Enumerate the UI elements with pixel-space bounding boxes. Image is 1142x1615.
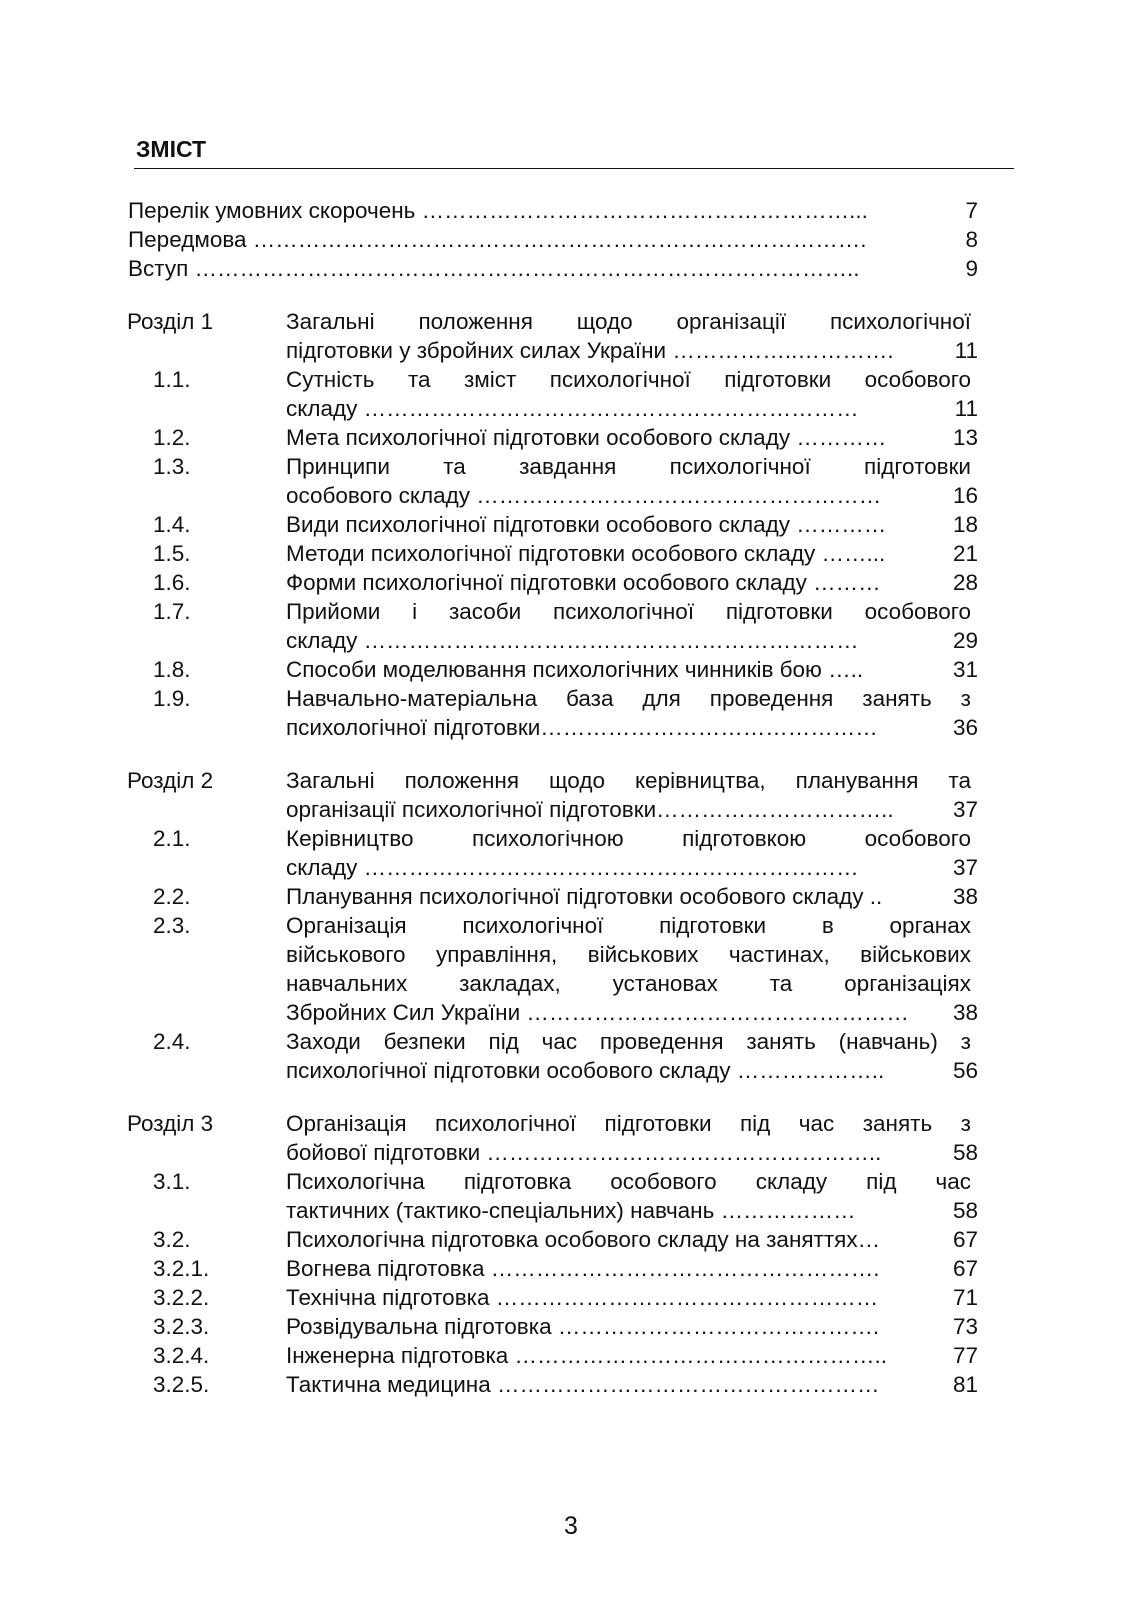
subsection-title-line: складу …………………………………………………………: [286, 855, 859, 880]
toc-page-number: 58: [952, 1198, 978, 1223]
subsection-number: 3.1.: [153, 1169, 191, 1194]
subsection-title-line: Способи моделювання психологічних чинників бою …..: [286, 657, 864, 682]
toc-page-number: 9: [965, 256, 978, 281]
subsection-number: 1.8.: [153, 657, 191, 682]
toc-page-number: 36: [952, 715, 978, 740]
toc-page-number: 31: [952, 657, 978, 682]
page-number: 3: [564, 1512, 578, 1540]
toc-page-number: 77: [952, 1343, 978, 1368]
subsection-title-line: Сутність та зміст психологічної підготовки особового: [286, 367, 971, 392]
toc-page-number: 56: [952, 1058, 978, 1083]
subsection-title-line: Прийоми і засоби психологічної підготовки особового: [286, 599, 971, 624]
section-title-line: Загальні положення щодо організації психологічної: [286, 309, 971, 334]
toc-page-number: 73: [952, 1314, 978, 1339]
toc-page-number: 16: [952, 483, 978, 508]
subsection-title-line: навчальних закладах, установах та організаціях: [286, 971, 971, 996]
toc-page-number: 11: [954, 338, 978, 363]
subsection-title-line: Організація психологічної підготовки в органах: [286, 913, 971, 938]
subsection-number: 1.5.: [153, 541, 191, 566]
toc-page-number: 38: [952, 1000, 978, 1025]
subsection-number: 2.4.: [153, 1029, 191, 1054]
subsection-number: 2.2.: [153, 884, 191, 909]
toc-page-number: 11: [954, 396, 978, 421]
toc-page-number: 8: [965, 227, 978, 252]
toc-page-number: 21: [952, 541, 978, 566]
subsection-title-line: складу …………………………………………………………: [286, 628, 859, 653]
subsection-number: 1.2.: [153, 425, 191, 450]
subsection-title-line: Керівництво психологічною підготовкою особового: [286, 826, 971, 851]
subsection-title-line: тактичних (тактико-спеціальних) навчань ………………: [286, 1198, 856, 1223]
toc-page-number: 13: [952, 425, 978, 450]
subsection-title-line: Розвідувальна підготовка …………………………………….: [286, 1314, 880, 1339]
toc-entry-3: Вступ ……………………………………………………………………………..: [128, 256, 860, 281]
toc-page-number: 58: [952, 1140, 978, 1165]
subsection-number: 1.1.: [153, 367, 191, 392]
section-title-line: Загальні положення щодо керівництва, планування та: [286, 768, 971, 793]
toc-page-number: 7: [965, 198, 978, 223]
subsection-number: 1.9.: [153, 686, 191, 711]
subsection-title-line: Методи психологічної підготовки особового складу ……...: [286, 541, 886, 566]
subsection-number: 2.3.: [153, 913, 191, 938]
toc-page-number: 28: [952, 570, 978, 595]
subsection-title-line: Інженерна підготовка …………………………………………..: [286, 1343, 888, 1368]
subsection-title-line: Тактична медицина ……………………………………………: [286, 1372, 880, 1397]
subsection-title-line: Принципи та завдання психологічної підготовки: [286, 454, 971, 479]
toc-page-number: 38: [952, 884, 978, 909]
subsection-title-line: Навчально-матеріальна база для проведення занять з: [286, 686, 971, 711]
section-label: Розділ 3: [127, 1111, 214, 1136]
subsection-title-line: Збройних Сил України ……………………………………………: [286, 1000, 909, 1025]
heading-rule: [134, 168, 1014, 169]
subsection-title-line: Психологічна підготовка особового складу на заняттях…: [286, 1227, 881, 1252]
subsection-title-line: Форми психологічної підготовки особового складу ………: [286, 570, 881, 595]
toc-page-number: 37: [952, 797, 978, 822]
toc-heading: ЗМІСТ: [136, 136, 207, 162]
toc-entry-1: Перелік умовних скорочень …………………………………………………...: [128, 198, 868, 223]
toc-page-number: 71: [952, 1285, 978, 1310]
toc-page-number: 37: [952, 855, 978, 880]
subsection-title-line: Планування психологічної підготовки особового складу ..: [286, 884, 883, 909]
subsection-title-line: Психологічна підготовка особового складу під час: [286, 1169, 971, 1194]
toc-page-number: 81: [952, 1372, 978, 1397]
subsection-number: 3.2.3.: [153, 1314, 210, 1339]
section-label: Розділ 2: [127, 768, 214, 793]
section-title-line: бойової підготовки ……………………………………………..: [286, 1140, 882, 1165]
subsection-number: 3.2.5.: [153, 1372, 210, 1397]
subsection-number: 1.7.: [153, 599, 191, 624]
subsection-number: 3.2.1.: [153, 1256, 210, 1281]
subsection-number: 2.1.: [153, 826, 191, 851]
subsection-title-line: Види психологічної підготовки особового складу …………: [286, 512, 887, 537]
subsection-number: 1.3.: [153, 454, 191, 479]
section-title-line: організації психологічної підготовки…………………………..: [286, 797, 894, 822]
section-title-line: підготовки у збройних силах України ……………..………….: [286, 338, 894, 363]
subsection-number: 3.2.2.: [153, 1285, 210, 1310]
toc-page-number: 67: [952, 1227, 978, 1252]
subsection-title-line: Мета психологічної підготовки особового складу …………: [286, 425, 887, 450]
subsection-number: 3.2.4.: [153, 1343, 210, 1368]
section-label: Розділ 1: [127, 309, 214, 334]
section-title-line: Організація психологічної підготовки під час занять з: [286, 1111, 971, 1136]
subsection-title-line: психологічної підготовки………………………………………: [286, 715, 878, 740]
subsection-title-line: Заходи безпеки під час проведення занять (навчань) з: [286, 1029, 971, 1054]
toc-page-number: 67: [952, 1256, 978, 1281]
subsection-title-line: особового складу ………………………………………………: [286, 483, 882, 508]
toc-page-number: 29: [952, 628, 978, 653]
subsection-number: 1.4.: [153, 512, 191, 537]
subsection-number: 3.2.: [153, 1227, 191, 1252]
toc-page-number: 18: [952, 512, 978, 537]
subsection-title-line: Вогнева підготовка …………………………………………….: [286, 1256, 880, 1281]
subsection-number: 1.6.: [153, 570, 191, 595]
subsection-title-line: Технічна підготовка ……………………………………………: [286, 1285, 879, 1310]
subsection-title-line: складу …………………………………………………………: [286, 396, 859, 421]
toc-entry-2: Передмова ……………………………………………………………………….: [128, 227, 867, 252]
subsection-title-line: психологічної підготовки особового складу ………………..: [286, 1058, 885, 1083]
subsection-title-line: військового управління, військових частинах, військових: [286, 942, 971, 967]
